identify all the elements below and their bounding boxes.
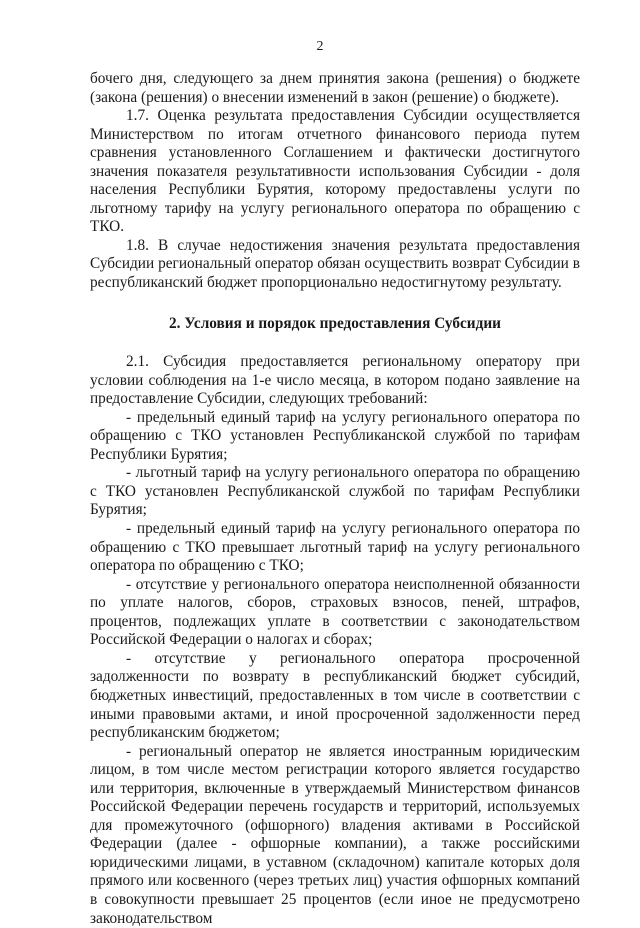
paragraph-p1_7: 1.7. Оценка результата предоставления Субсидии осуществляется Министерством по итогам отчетного финансового периода путем сравнения установленного Соглашением и фактически достигнутого значения показателя результативности использования Субсидии - доля населения Республики Бурятия, которому предоставлены услуги по льготному тарифу на услугу регионального оператора по обращению с ТКО. — [90, 107, 580, 236]
paragraph-req2: - льготный тариф на услугу регионального оператора по обращению с ТКО установлен Республиканской службой по тарифам Республики Бурятия; — [90, 464, 580, 519]
section-1-paragraphs — [90, 70, 580, 293]
section-2-paragraphs — [90, 353, 580, 928]
paragraph-req3: - предельный единый тариф на услугу регионального оператора по обращению с ТКО превышает льготный тариф на услугу регионального оператора по обращению с ТКО; — [90, 520, 580, 575]
document-body — [90, 70, 580, 928]
paragraph-req1: - предельный единый тариф на услугу регионального оператора по обращению с ТКО установлен Республиканской службой по тарифам Республики Бурятия; — [90, 408, 580, 463]
paragraph-cont: бочего дня, следующего за днем принятия закона (решения) о бюджете (закона (решения) о внесении изменений в закон (решение) о бюджете). — [90, 70, 580, 106]
paragraph-p1_8: 1.8. В случае недостижения значения результата предоставления Субсидии региональный оператор обязан осуществить возврат Субсидии в республиканский бюджет пропорционально недостигнутому результату. — [90, 236, 580, 292]
paragraph-req4: - отсутствие у регионального оператора неисполненной обязанности по уплате налогов, сборов, страховых взносов, пеней, штрафов, процентов, подлежащих уплате в соответствии с законодательством Российской Федерации о налогах и сборах; — [90, 575, 580, 649]
section-heading: 2. Условия и порядок предоставления Субсидии — [169, 314, 501, 332]
paragraph-req5: - отсутствие у регионального оператора просроченной задолженности по возврату в республиканский бюджет субсидий, бюджетных инвестиций, предоставленных в том числе в соответствии с иными правовыми актами, и иной просроченной задолженности перед республиканским бюджетом; — [90, 649, 580, 742]
paragraph-p2_1: 2.1. Субсидия предоставляется региональному оператору при условии соблюдения на 1-е число месяца, в котором подано заявление на предоставление Субсидии, следующих требований: — [90, 353, 580, 408]
paragraph-req6: - региональный оператор не является иностранным юридическим лицом, в том числе местом регистрации которого является государство или территория, включенные в утверждаемый Министерством финансов Российской Федерации перечень государств и территорий, используемых для промежуточного (офшорного) владения активами в Российской Федерации (далее - офшорные компании), а также российскими юридическими лицами, в уставном (складочном) капитале которых доля прямого или косвенного (через третьих лиц) участия офшорных компаний в совокупности превышает 25 процентов (если иное не предусмотрено законодательством — [90, 742, 580, 927]
page-number: 2 — [316, 39, 324, 54]
